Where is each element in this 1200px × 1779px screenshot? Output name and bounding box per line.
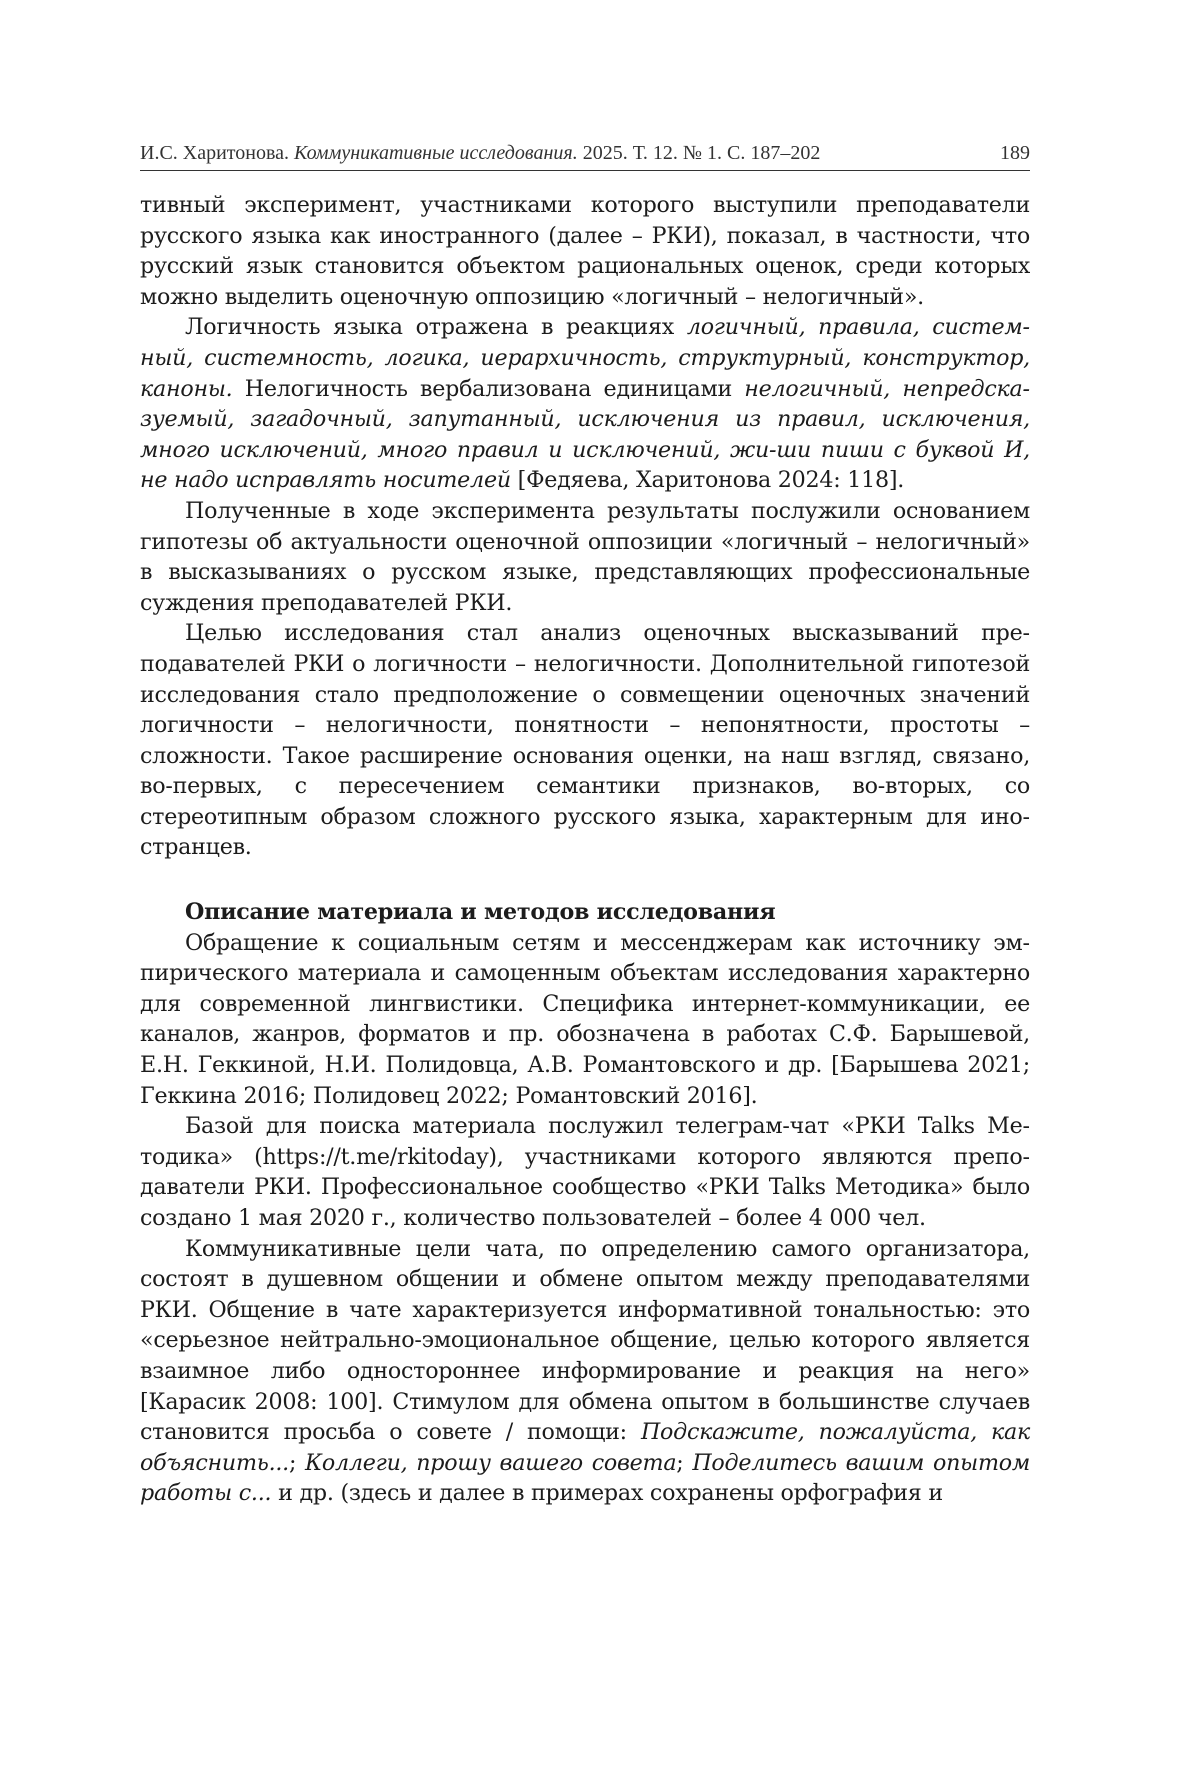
paragraph [140,496,1030,618]
italic-example-text: Коллеги, прошу вашего совета [305,1449,677,1476]
paragraph-text: Обращение к социальным сетям и мессенджерам как источнику эмпирического материала и самоценным объектам исследования характерно для современной лингвистики. Специфика интернет-коммуникации, ее каналов, жанров, форматов и пр. обозначена в работах С.Ф. Барышевой, Е.Н. Геккиной, Н.И. Полидовца, А.В. Романтовского и др. [Барышева 2021; Геккина 2016; Полидовец 2022; Романтовский 2016]. [140,929,1030,1109]
italic-example-text: Поделитесь вашим опытом работы с... [140,1449,1030,1507]
paragraph-text: Логичность языка отражена в реакциях [185,314,687,341]
header-author: И.С. Харитонова. [140,142,290,164]
italic-example-text: нелогичный, непредсказуемый, загадочный, запутанный, исключения из правил, исключения, много исключений, много правил и исключений, жи-ши пиши с буквой И, не надо исправлять носителей [140,375,1030,494]
paragraph-text: Коммуникативные цели чата, по определению самого организатора, состоят в душевном общении и обмене опытом между преподавателями РКИ. Общение в чате характеризуется информативной тональностью: это «серьезное нейтрально-эмоциональное общение, целью которого является взаимное либо одностороннее информирование и реакция на него» [Карасик 2008: 100]. Стимулом для обмена опытом в большинстве случаев становится просьба о совете / помощи: [140,1235,1030,1446]
header-journal: Коммуникативные исследования. [294,142,578,164]
article-body [140,190,1030,1509]
paragraph-text: Полученные в ходе эксперимента результаты послужили основанием гипотезы об актуальности оценочной оппозиции «логичный – нелогичный» в высказываниях о русском языке, представляющих профессиональные суждения преподавателей РКИ. [140,497,1030,616]
paragraph-text: тивный эксперимент, участниками которого выступили преподаватели русского языка как иностранного (далее – РКИ), показал, в частности, что русский язык становится объектом рациональных оценок, среди которых можно выделить оценочную оппозицию «логичный – нелогичный». [140,192,1030,310]
paragraph-text: и др. (здесь и далее в примерах сохранены орфография и [271,1480,943,1507]
page-number: 189 [1000,142,1030,164]
section-heading: Описание материала и методов исследования [185,899,776,926]
running-header [140,142,1030,171]
header-volume: 2025. Т. 12. № 1. С. 187–202 [582,142,821,164]
paragraph-text: ; [289,1449,306,1476]
paragraph [140,928,1030,1112]
paragraph [140,1111,1030,1233]
paragraph-text: ; [676,1449,693,1476]
paragraph [140,618,1030,863]
paragraph [140,190,1030,312]
paragraph-text: Базой для поиска материала послужил телеграм-чат «РКИ Talks Методика» (https://t.me/rkitoday), участниками которого являются преподаватели РКИ. Профессиональное сообщество «РКИ Talks Методика» было создано 1 мая 2020 г., количество пользователей – более 4 000 чел. [140,1113,1030,1231]
italic-example-text: Подскажите, пожалуйста, как объяснить... [140,1419,1030,1476]
paragraph [140,1234,1030,1509]
paragraph-text: Нелогичность вербализована единицами [232,375,745,402]
header-citation [140,142,820,165]
italic-example-text: логичный, правила, системный, системность, логика, иерархичность, структурный, конструктор, каноны. [140,314,1031,402]
paragraph-text: Целью исследования стал анализ оценочных высказываний преподавателей РКИ о логичности – нелогичности. Дополнительной гипотезой исследования стало предположение о совмещении оценочных значений логичности – нелогичности, понятности – непонятности, простоты – сложности. Такое расширение основания оценки, на наш взгляд, связано, во-первых, с пересечением семантики признаков, во-вторых, со стереотипным образом сложного русского языка, характерным для иностранцев. [140,620,1030,861]
paragraph [140,312,1030,496]
paragraph-text: [Федяева, Харитонова 2024: 118]. [510,467,905,494]
